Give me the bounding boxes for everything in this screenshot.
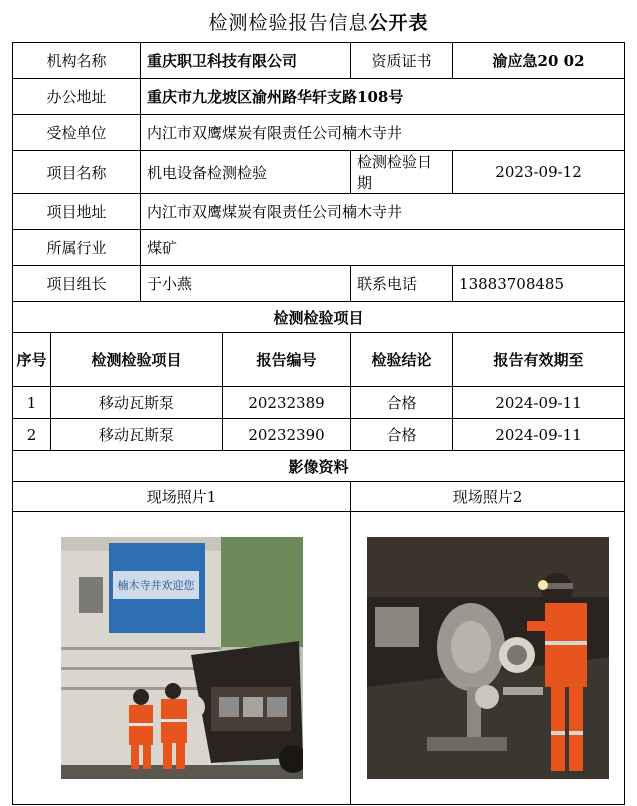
project-label: 项目名称	[13, 151, 141, 194]
site-label: 项目地址	[13, 194, 141, 230]
leader-label: 项目组长	[13, 266, 141, 302]
industry-label: 所属行业	[13, 230, 141, 266]
industry-value: 煤矿	[141, 230, 625, 266]
photos-section-title: 影像资料	[13, 451, 625, 482]
site-value: 内江市双鹰煤炭有限责任公司楠木寺井	[141, 194, 625, 230]
row-item: 移动瓦斯泵	[51, 387, 223, 419]
items-section-title: 检测检验项目	[13, 302, 625, 333]
row-item: 移动瓦斯泵	[51, 419, 223, 451]
row-no: 2	[13, 419, 51, 451]
site-photo-1	[61, 537, 303, 779]
phone-value: 13883708485	[453, 266, 625, 302]
row-valid: 2024-09-11	[453, 387, 625, 419]
date-value: 2023-09-12	[453, 151, 625, 194]
phone-label: 联系电话	[351, 266, 453, 302]
org-value: 重庆职卫科技有限公司	[141, 43, 351, 79]
page-title: 检测检验报告信息公开表	[208, 12, 429, 34]
header-valid: 报告有效期至	[453, 333, 625, 387]
table-row	[13, 387, 625, 419]
address-label: 办公地址	[13, 79, 141, 115]
org-label: 机构名称	[13, 43, 141, 79]
svg-text:楠木寺井欢迎您: 楠木寺井欢迎您	[117, 579, 195, 592]
row-valid: 2024-09-11	[453, 419, 625, 451]
date-label: 检测检验日期	[351, 151, 453, 194]
row-report: 20232389	[223, 387, 351, 419]
row-no: 1	[13, 387, 51, 419]
photo1-cell	[13, 512, 351, 805]
header-report: 报告编号	[223, 333, 351, 387]
row-result: 合格	[351, 387, 453, 419]
client-label: 受检单位	[13, 115, 141, 151]
site-photo-1-image	[61, 537, 303, 779]
project-value: 机电设备检测检验	[141, 151, 351, 194]
table-row	[13, 419, 625, 451]
client-value: 内江市双鹰煤炭有限责任公司楠木寺井	[141, 115, 625, 151]
photo2-cell	[351, 512, 625, 805]
address-value: 重庆市九龙坡区渝州路华轩支路108号	[141, 79, 625, 115]
row-result: 合格	[351, 419, 453, 451]
cert-label: 资质证书	[351, 43, 453, 79]
photo1-label: 现场照片1	[13, 482, 351, 512]
photo2-label: 现场照片2	[351, 482, 625, 512]
header-no: 序号	[13, 333, 51, 387]
cert-value: 渝应急20 02	[453, 43, 625, 79]
site-photo-2-image	[367, 537, 609, 779]
report-table	[12, 42, 625, 805]
header-result: 检验结论	[351, 333, 453, 387]
site-photo-2	[367, 537, 609, 779]
row-report: 20232390	[223, 419, 351, 451]
leader-value: 于小燕	[141, 266, 351, 302]
header-item: 检测检验项目	[51, 333, 223, 387]
